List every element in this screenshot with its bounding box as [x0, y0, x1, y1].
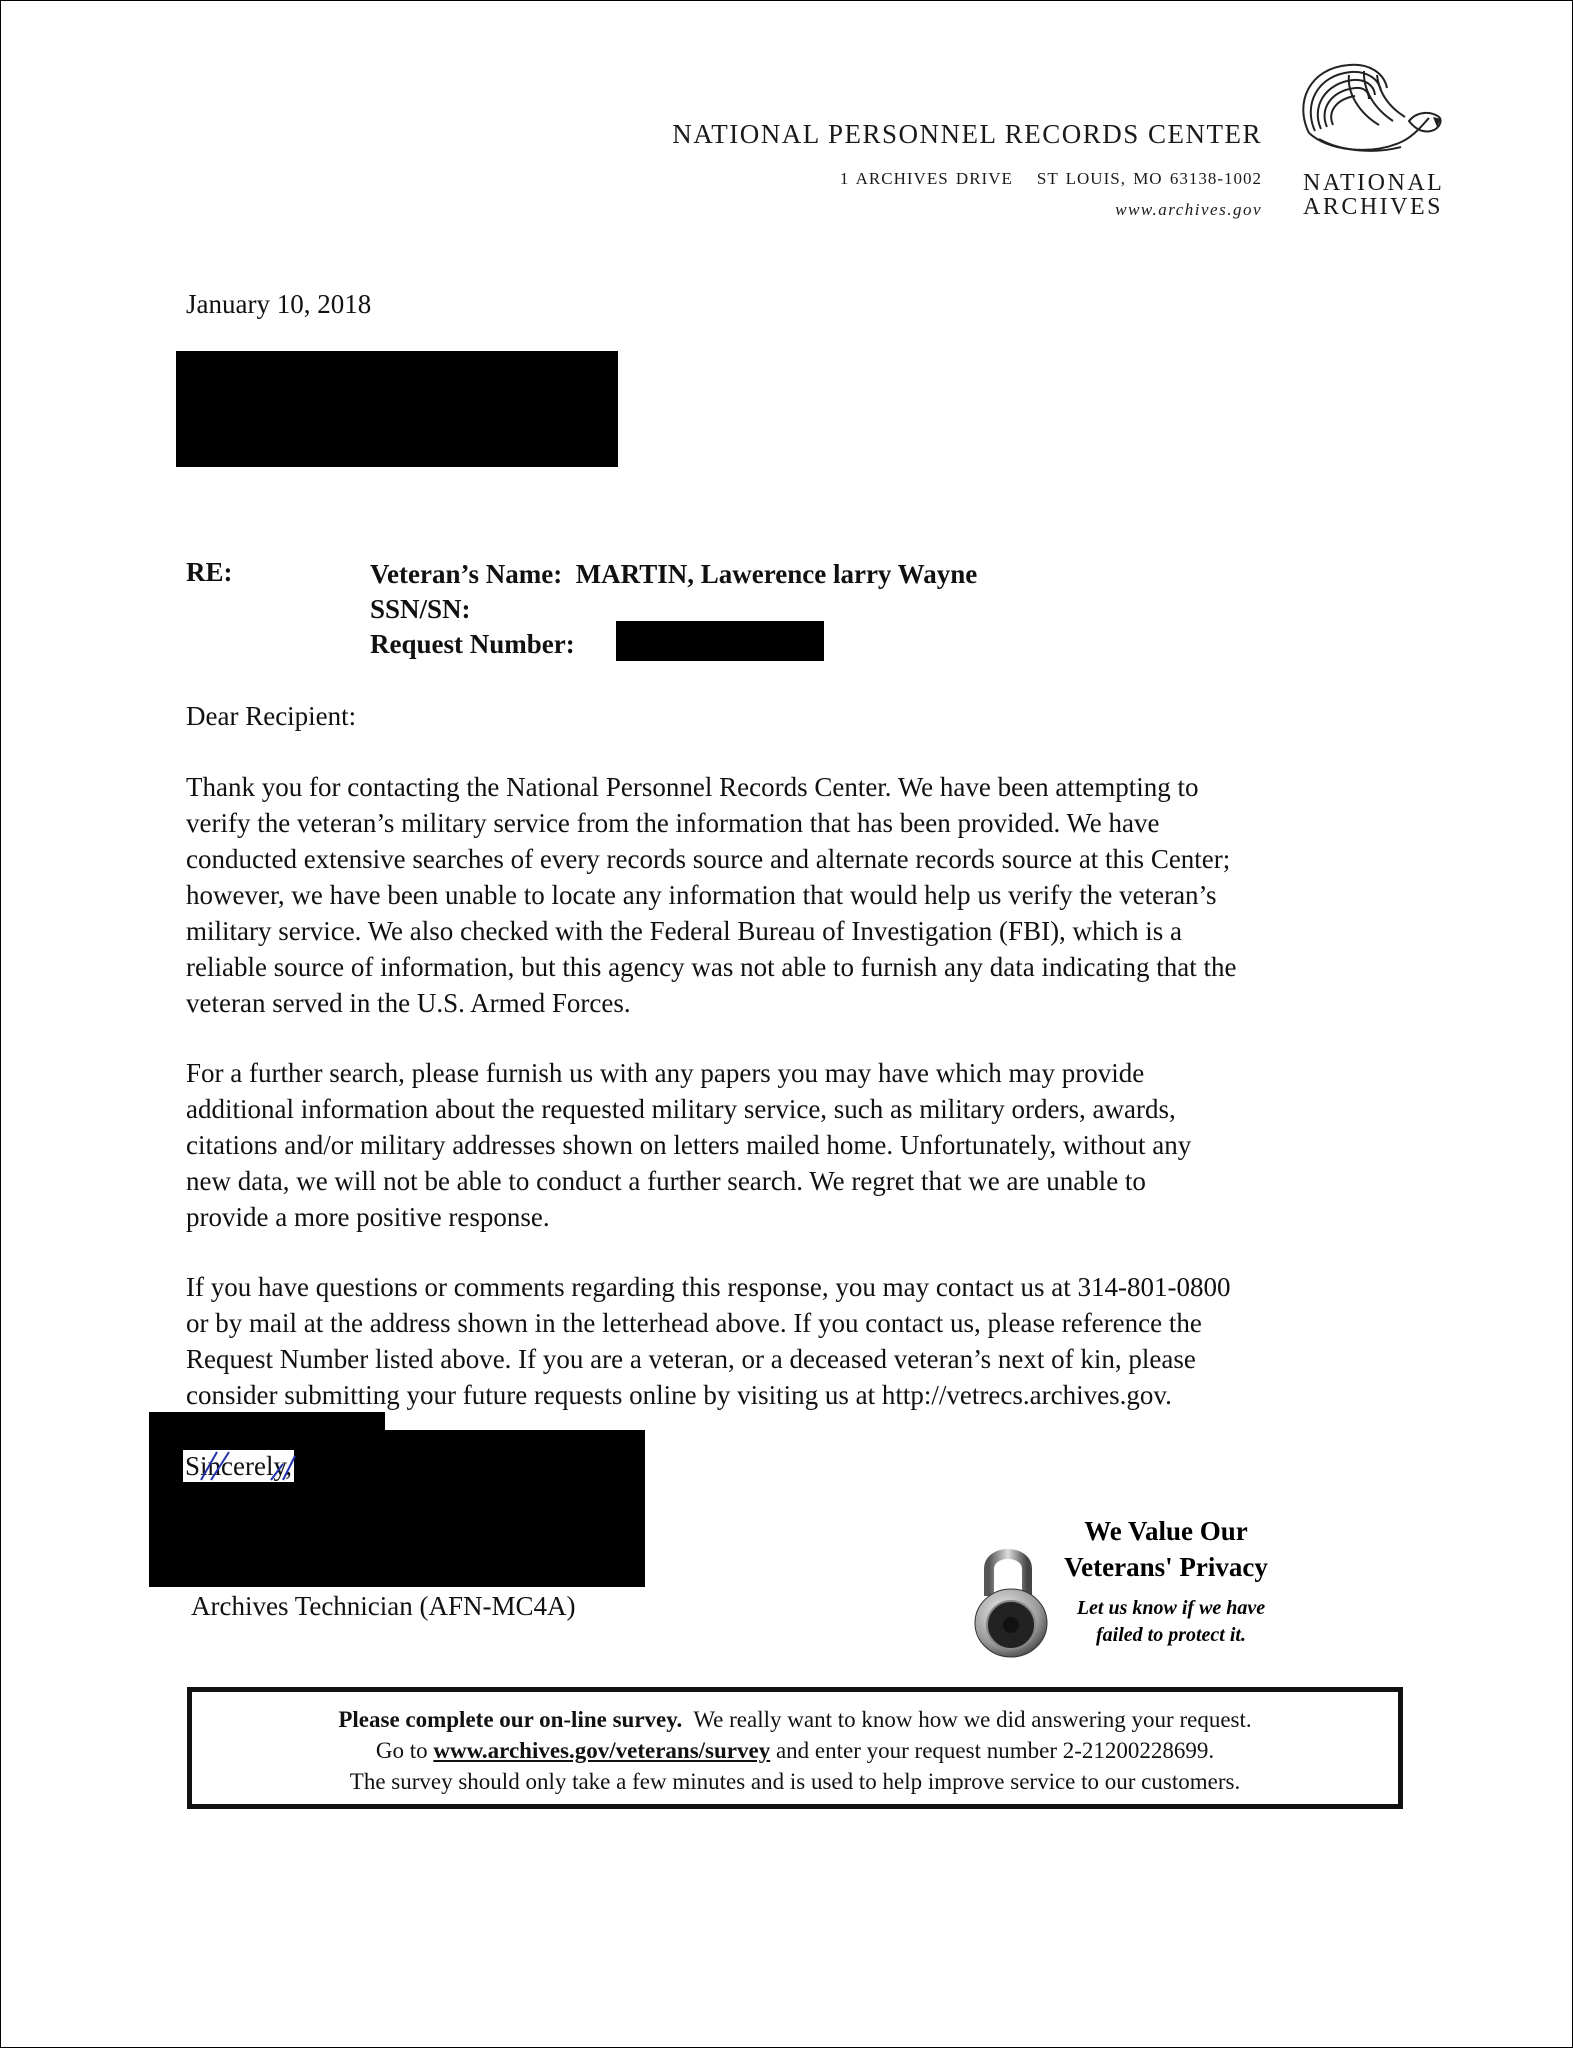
survey-link[interactable]: www.archives.gov/veterans/survey	[433, 1738, 771, 1763]
privacy-sub-line-2: failed to protect it.	[1096, 1624, 1246, 1646]
letterhead-website: www.archives.gov	[1115, 200, 1262, 219]
paragraph-line: however, we have been unable to locate any information that would help us verify the veteran’s	[186, 880, 1217, 910]
paragraph-line: If you have questions or comments regarding this response, you may contact us at 314-801-0800	[186, 1272, 1231, 1302]
paragraph-line: veteran served in the U.S. Armed Forces.	[186, 988, 631, 1018]
survey-line-3: The survey should only take a few minutes and is used to help improve service to our customers.	[349, 1769, 1241, 1794]
body-paragraph-3	[186, 1269, 1416, 1413]
logo-line-2: ARCHIVES	[1303, 194, 1444, 220]
letterhead-address	[840, 169, 1262, 189]
redacted-request-number	[616, 621, 824, 661]
privacy-heading	[1031, 1513, 1301, 1585]
logo-wordmark	[1303, 171, 1444, 219]
survey-lead: Please complete our on-line survey.	[338, 1707, 683, 1732]
privacy-heading-line-1: We Value Our	[1084, 1516, 1248, 1546]
survey-go-to: Go to	[375, 1738, 434, 1763]
letterhead-city: ST LOUIS, MO 63138-1002	[1036, 169, 1262, 188]
body-paragraph-1	[186, 769, 1416, 1021]
privacy-sub-line-1: Let us know if we have	[1076, 1597, 1266, 1619]
request-number-label: Request Number:	[370, 629, 575, 659]
veteran-name-row	[370, 557, 977, 592]
ssn-label: SSN/SN:	[370, 594, 471, 624]
salutation: Dear Recipient:	[186, 701, 357, 731]
paragraph-line: conducted extensive searches of every records source and alternate records source at this Center;	[186, 844, 1231, 874]
signer-title: Archives Technician (AFN-MC4A)	[191, 1591, 576, 1621]
survey-lead-rest: We really want to know how we did answering your request.	[682, 1707, 1252, 1732]
survey-line-1	[192, 1704, 1398, 1735]
paragraph-line: Request Number listed above. If you are a veteran, or a deceased veteran’s next of kin, please	[186, 1344, 1196, 1374]
letter-date: January 10, 2018	[186, 289, 372, 319]
paragraph-line: provide a more positive response.	[186, 1202, 550, 1232]
redacted-recipient-address	[176, 351, 618, 467]
paragraph-line: Thank you for contacting the National Personnel Records Center. We have been attempting to	[186, 772, 1199, 802]
paragraph-line: additional information about the requested military service, such as military orders, awards,	[186, 1094, 1176, 1124]
paragraph-line: reliable source of information, but this agency was not able to furnish any data indicating that the	[186, 952, 1237, 982]
paragraph-line: or by mail at the address shown in the letterhead above. If you contact us, please reference the	[186, 1308, 1202, 1338]
paragraph-line: military service. We also checked with the Federal Bureau of Investigation (FBI), which is a	[186, 916, 1183, 946]
survey-after-link: and enter your request number 2-21200228699.	[770, 1738, 1215, 1763]
body-paragraph-2	[186, 1055, 1416, 1235]
logo-line-1: NATIONAL	[1303, 170, 1445, 196]
survey-notice-box	[187, 1687, 1403, 1809]
letterhead-street: 1 ARCHIVES DRIVE	[839, 169, 1013, 188]
paragraph-line: consider submitting your future requests online by visiting us at http://vetrecs.archives.gov.	[186, 1380, 1172, 1410]
veteran-name-label: Veteran’s Name:	[370, 559, 563, 589]
paragraph-line: citations and/or military addresses shown on letters mailed home. Unfortunately, without any	[186, 1130, 1192, 1160]
privacy-heading-line-2: Veterans' Privacy	[1064, 1552, 1268, 1582]
closing: Sincerely,	[185, 1451, 292, 1481]
letterhead-org-name: NATIONAL PERSONNEL RECORDS CENTER	[672, 119, 1262, 149]
paragraph-line: For a further search, please furnish us with any papers you may have which may provide	[186, 1058, 1145, 1088]
privacy-subtext	[1041, 1595, 1301, 1649]
veteran-name-value: MARTIN, Lawerence larry Wayne	[575, 559, 978, 589]
re-label: RE:	[186, 557, 233, 587]
survey-line-2	[192, 1735, 1398, 1766]
paragraph-line: verify the veteran’s military service from the information that has been provided. We have	[186, 808, 1160, 838]
signature-ink-strokes	[183, 1450, 313, 1482]
eagle-icon	[1289, 63, 1459, 163]
privacy-notice	[971, 1513, 1301, 1663]
paragraph-line: new data, we will not be able to conduct a further search. We regret that we are unable to	[186, 1166, 1146, 1196]
